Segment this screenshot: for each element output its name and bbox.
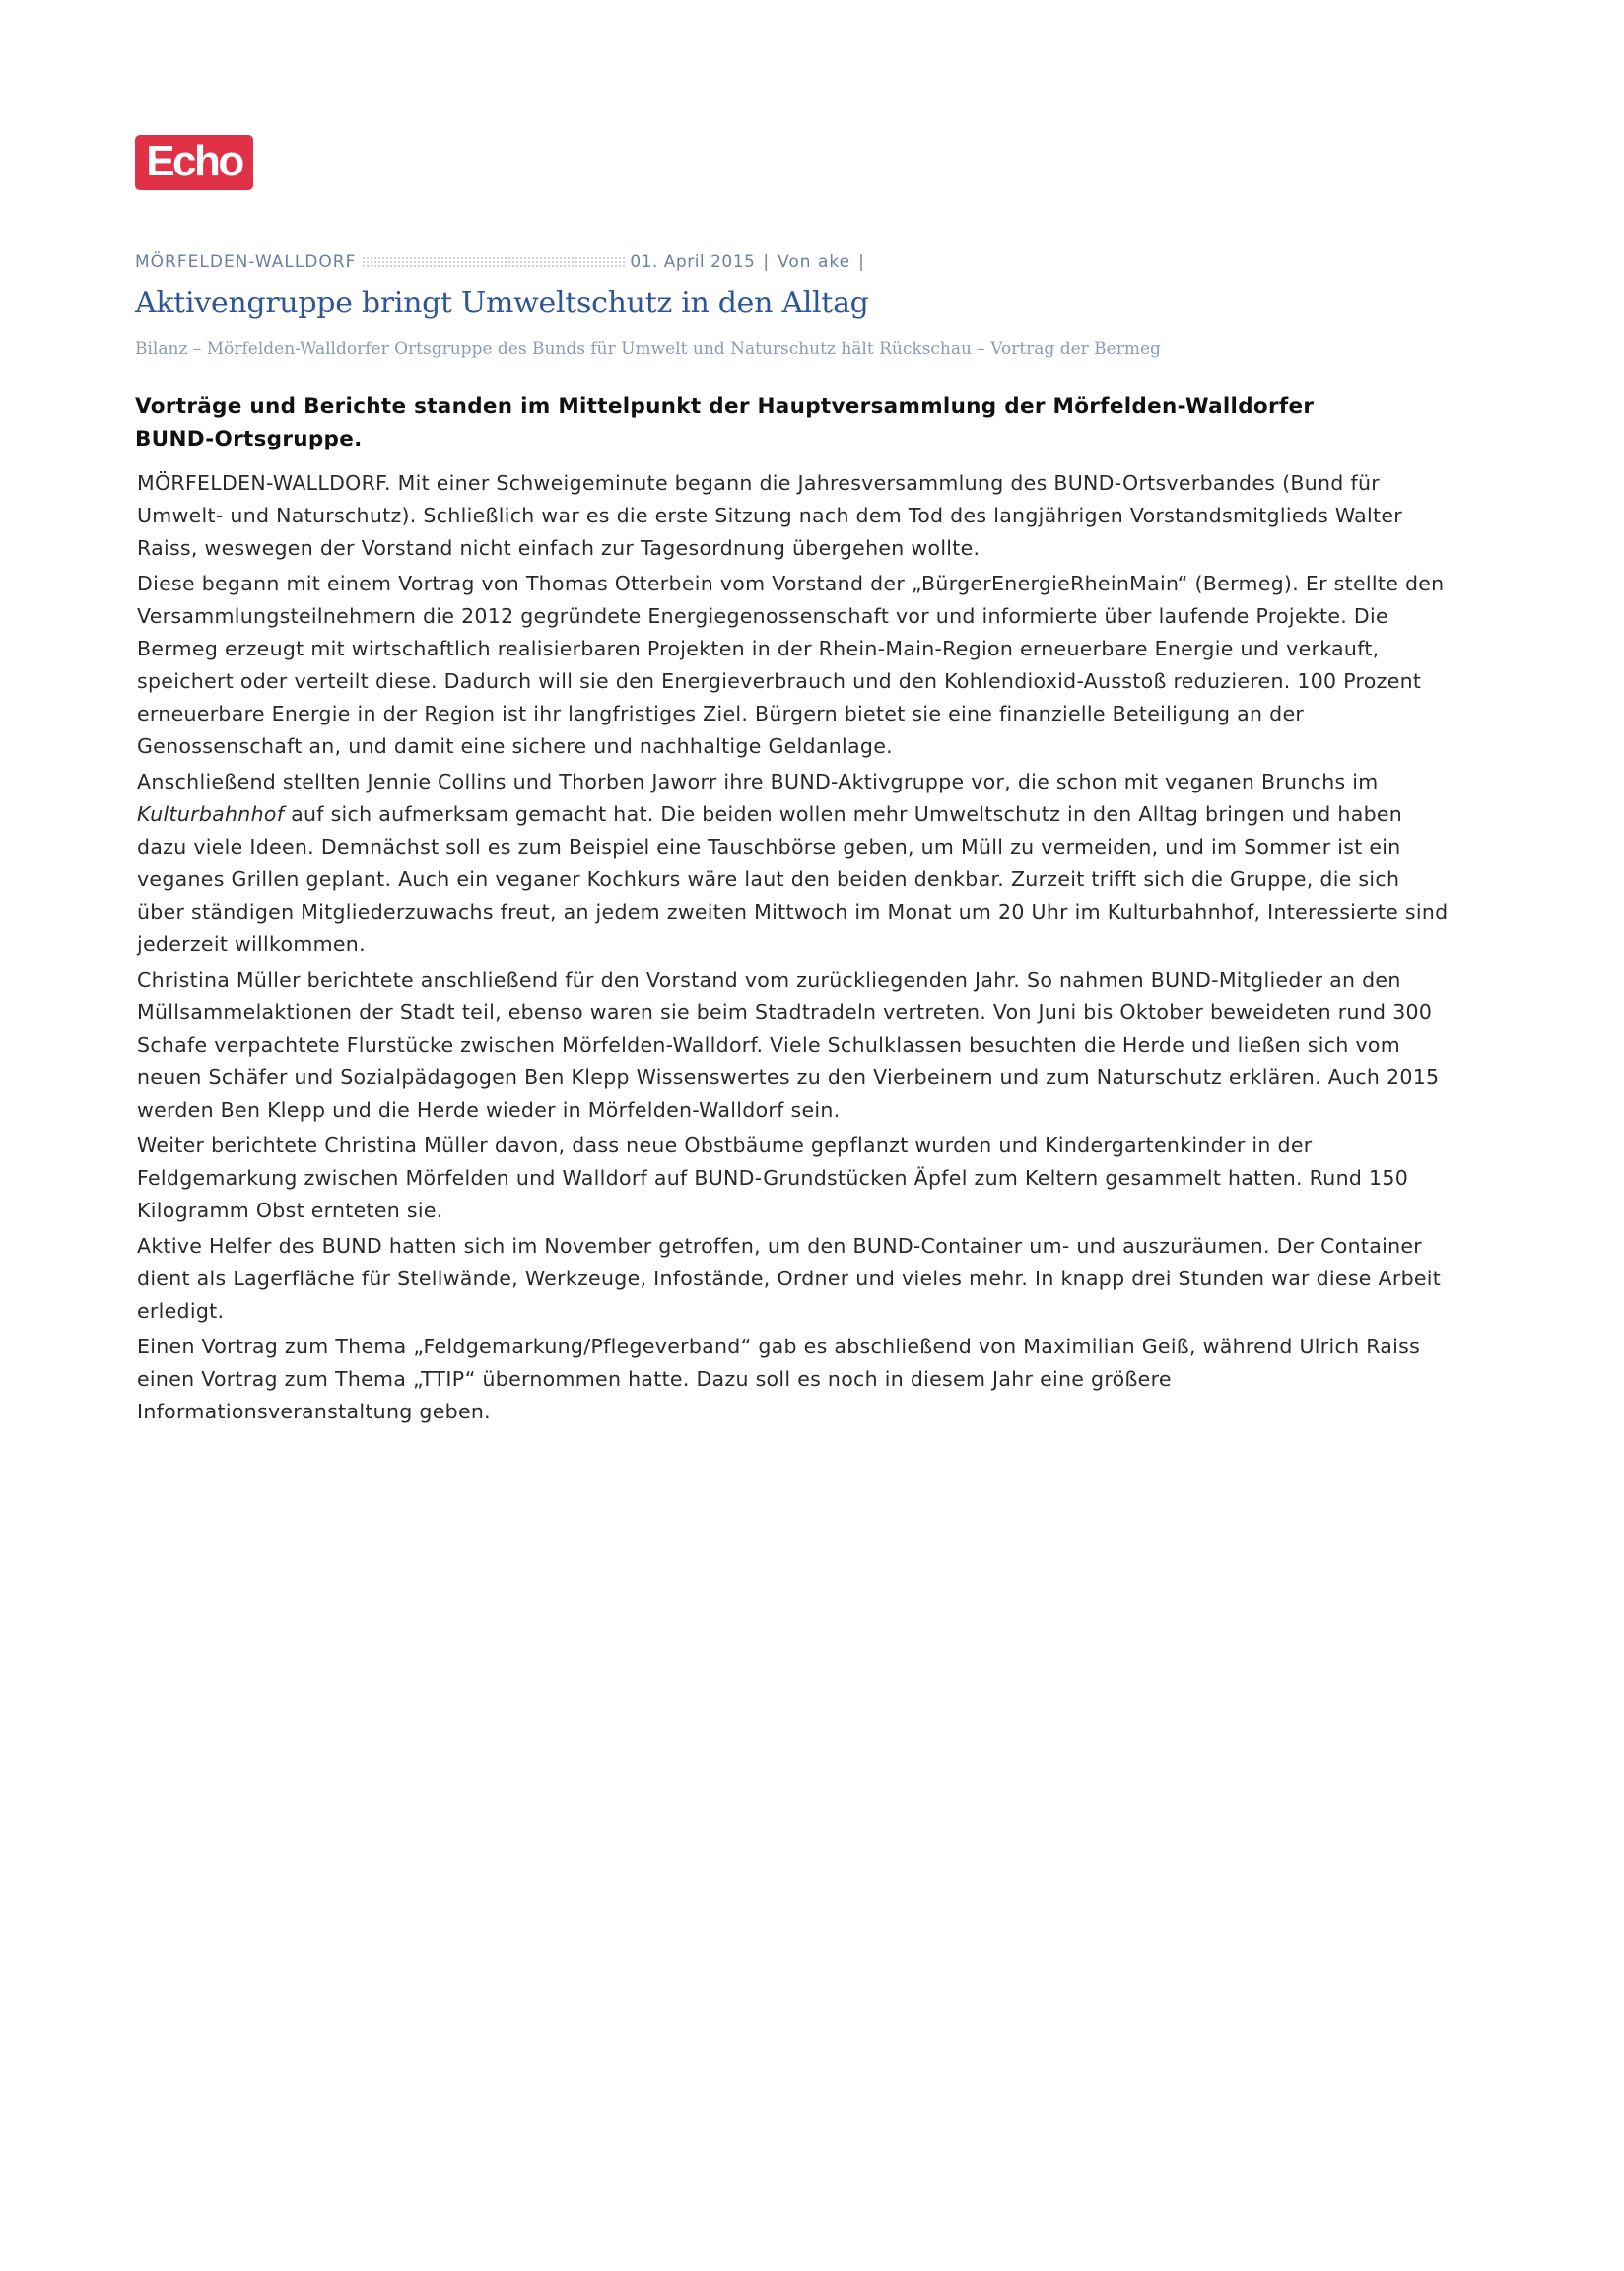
body-paragraph-2: Diese begann mit einem Vortrag von Thomas Otterbein vom Vorstand der „BürgerEnergieRheinMain“ (Bermeg). Er stellte den Versammlungsteilnehmern die 2012 gegründete Energiegenossenschaft vor und informierte über laufende Projekte. Die Bermeg erzeugt mit wirtschaftlich realisierbaren Projekten in der Rhein-Main-Region erneuerbare Energie und verkauft, speichert oder verteilt diese. Dadurch will sie den Energieverbrauch und den Kohlendioxid-Ausstoß reduzieren. 100 Prozent erneuerbare Energie in der Region ist ihr langfristiges Ziel. Bürgern bietet sie eine finanzielle Beteiligung an der Genossenschaft an, und damit eine sichere und nachhaltige Geldanlage. xyxy=(137,572,1445,758)
article-lead: Vorträge und Berichte standen im Mittelpunkt der Hauptversammlung der Mörfelden-Walldorfer BUND-Ortsgruppe. xyxy=(135,394,1315,451)
body-paragraph-4: Christina Müller berichtete anschließend für den Vorstand vom zurückliegenden Jahr. So nahmen BUND-Mitglieder an den Müllsammelaktionen der Stadt teil, ebenso waren sie beim Stadtradeln vertreten. Von Juni bis Oktober beweideten rund 300 Schafe verpachtete Flurstücke zwischen Mörfelden-Walldorf. Viele Schulklassen besuchten die Herde und ließen sich vom neuen Schäfer und Sozialpädagogen Ben Klepp Wissenswertes zu den Vierbeinern und zum Naturschutz erklären. Auch 2015 werden Ben Klepp und die Herde wieder in Mörfelden-Walldorf sein. xyxy=(137,968,1440,1122)
paragraph-3-text-end: auf sich aufmerksam gemacht hat. Die beiden wollen mehr Umweltschutz in den Alltag bringen und haben dazu viele Ideen. Demnächst soll es zum Beispiel eine Tauschbörse geben, um Müll zu vermeiden, und im Sommer ist ein veganes Grillen geplant. Auch ein veganer Kochkurs wäre laut den beiden denkbar. Zurzeit trifft sich die Gruppe, die sich über ständigen Mitgliederzuwachs freut, an jedem zweiten Mittwoch im Monat um 20 Uhr im Kulturbahnhof, Interessierte sind jederzeit willkommen. xyxy=(137,802,1449,956)
meta-separator: | xyxy=(763,252,771,272)
article-body xyxy=(137,467,1453,1431)
body-paragraph-3 xyxy=(137,766,1453,961)
logo-text: Echo xyxy=(146,137,242,185)
kulturbahnhof-italic: Kulturbahnhof xyxy=(137,802,285,826)
body-paragraph-7: Einen Vortrag zum Thema „Feldgemarkung/Pflegeverband“ gab es abschließend von Maximilian Geiß, während Ulrich Raiss einen Vortrag zum Thema „TTIP“ übernommen hatte. Dazu soll es noch in diesem Jahr eine größere Informationsveranstaltung geben. xyxy=(137,1335,1421,1423)
echo-logo xyxy=(135,135,253,190)
dotted-divider xyxy=(362,256,626,268)
body-paragraph-1: MÖRFELDEN-WALLDORF. Mit einer Schweigeminute begann die Jahresversammlung des BUND-Ortsverbandes (Bund für Umwelt- und Naturschutz). Schließlich war es die erste Sitzung nach dem Tod des langjährigen Vorstandsmitglieds Walter Raiss, weswegen der Vorstand nicht einfach zur Tagesordnung übergehen wollte. xyxy=(137,471,1402,560)
meta-location: MÖRFELDEN-WALLDORF xyxy=(135,252,357,272)
meta-date: 01. April 2015 xyxy=(630,252,756,272)
meta-author: Von ake xyxy=(778,252,851,272)
body-paragraph-6: Aktive Helfer des BUND hatten sich im November getroffen, um den BUND-Container um- und auszuräumen. Der Container dient als Lagerfläche für Stellwände, Werkzeuge, Infostände, Ordner und vieles mehr. In knapp drei Stunden war diese Arbeit erledigt. xyxy=(137,1234,1442,1323)
meta-separator-trailing: | xyxy=(858,252,865,272)
article-title: Aktivengruppe bringt Umweltschutz in den Alltag xyxy=(135,286,869,320)
body-paragraph-5: Weiter berichtete Christina Müller davon, dass neue Obstbäume gepflanzt wurden und Kindergartenkinder in der Feldgemarkung zwischen Mörfelden und Walldorf auf BUND-Grundstücken Äpfel zum Keltern gesammelt hatten. Rund 150 Kilogramm Obst ernteten sie. xyxy=(137,1134,1409,1222)
article-meta xyxy=(135,249,1318,275)
article-subtitle: Bilanz – Mörfelden-Walldorfer Ortsgruppe des Bunds für Umwelt und Naturschutz hält Rückschau – Vortrag der Bermeg xyxy=(135,339,1161,359)
paragraph-3-text-start: Anschließend stellten Jennie Collins und Thorben Jaworr ihre BUND-Aktivgruppe vor, die schon mit veganen Brunchs im xyxy=(137,770,1379,793)
